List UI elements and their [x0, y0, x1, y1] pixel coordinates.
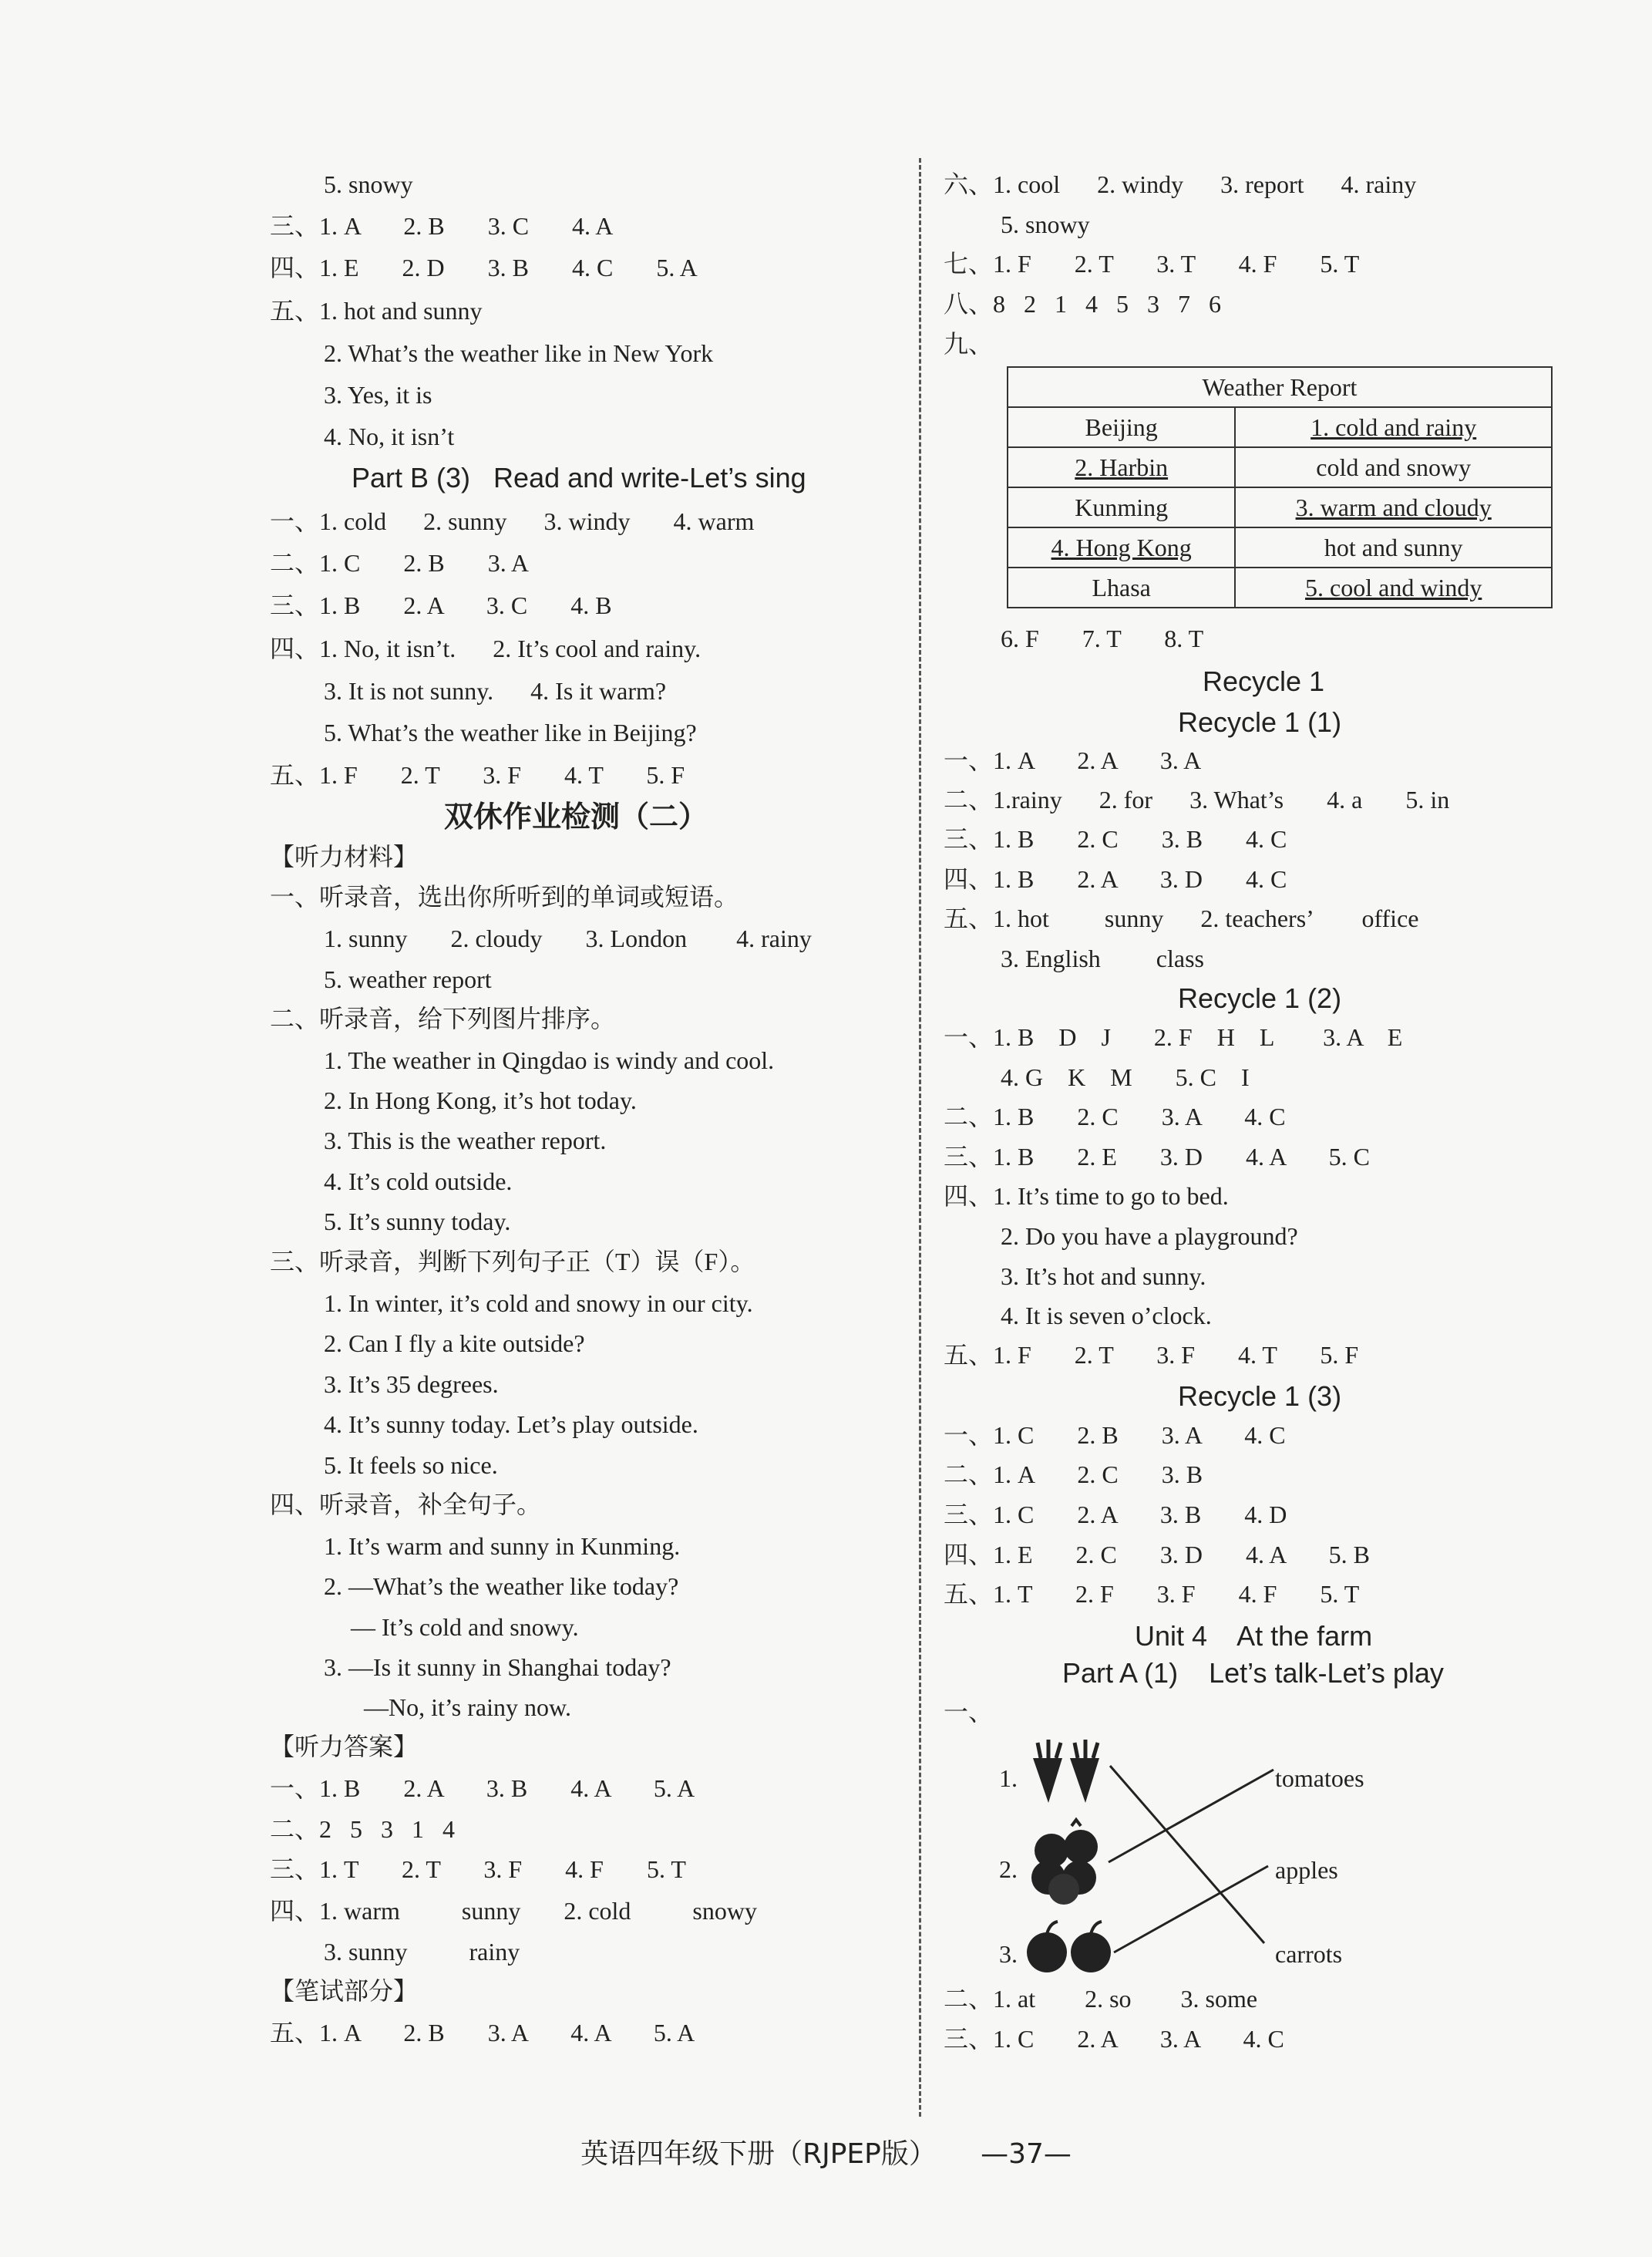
table-title: Weather Report	[1008, 367, 1552, 407]
table-cell: 2. Harbin	[1008, 447, 1235, 487]
answer-line: 三、1. T 2. T 3. F 4. F 5. T	[270, 1855, 686, 1883]
table-cell: 4. Hong Kong	[1008, 527, 1235, 568]
answer-line: 四、听录音，补全句子。	[270, 1491, 542, 1518]
answer-line: 5. snowy	[324, 170, 413, 198]
carrot-icon	[1070, 1740, 1099, 1803]
answer-line: 4. It’s sunny today. Let’s play outside.	[324, 1410, 698, 1438]
answer-line: 一、听录音，选出你所听到的单词或短语。	[270, 883, 739, 911]
answer-line: 二、1. C 2. B 3. A	[270, 549, 530, 577]
answer-line: 三、1. B 2. E 3. D 4. A 5. C	[944, 1143, 1370, 1171]
answer-line: 五、1. A 2. B 3. A 4. A 5. A	[270, 2019, 695, 2046]
match-line	[1109, 1770, 1273, 1862]
section-heading: Recycle 1 (1)	[1178, 706, 1342, 738]
table-cell: Kunming	[1008, 487, 1235, 527]
answer-line: 三、1. C 2. A 3. A 4. C	[944, 2025, 1284, 2053]
tomato-icon	[1031, 1820, 1098, 1905]
answer-line: 3. Yes, it is	[324, 381, 432, 409]
table-row	[1008, 487, 1552, 527]
section-heading: Recycle 1	[1203, 665, 1325, 697]
match-line	[1110, 1766, 1264, 1943]
column-divider	[919, 158, 921, 2117]
answer-line: 3. It is not sunny. 4. Is it warm?	[324, 677, 667, 705]
answer-line: 5. It feels so nice.	[324, 1451, 498, 1479]
answer-line: 五、1. F 2. T 3. F 4. T 5. F	[944, 1341, 1359, 1369]
answer-line: 1. The weather in Qingdao is windy and cool.	[324, 1046, 775, 1074]
answer-line: 5. snowy	[1001, 211, 1090, 238]
answer-line: 五、1. T 2. F 3. F 4. F 5. T	[944, 1580, 1360, 1608]
answer-line: 三、1. A 2. B 3. C 4. A	[270, 212, 614, 240]
answer-line: 1. In winter, it’s cold and snowy in our city.	[324, 1289, 753, 1317]
answer-line: 五、1. hot sunny 2. teachers’ office	[944, 904, 1419, 932]
table-row	[1008, 447, 1552, 487]
answer-line: 一、1. cold 2. sunny 3. windy 4. warm	[270, 507, 755, 535]
answer-line: 4. It is seven o’clock.	[1001, 1302, 1212, 1329]
answer-line: 七、1. F 2. T 3. T 4. F 5. T	[944, 250, 1360, 278]
answer-line: 1. It’s warm and sunny in Kunming.	[324, 1532, 681, 1560]
match-number: 2.	[999, 1855, 1018, 1883]
answer-line: 三、1. C 2. A 3. B 4. D	[944, 1501, 1287, 1528]
answer-line: 二、1.rainy 2. for 3. What’s 4. a 5. in	[944, 786, 1450, 814]
answer-line: 2. Do you have a playground?	[1001, 1222, 1298, 1250]
answer-line: 3. It’s 35 degrees.	[324, 1370, 499, 1398]
answer-line: 一、1. A 2. A 3. A	[944, 746, 1202, 774]
answer-line: 八、8 2 1 4 5 3 7 6	[944, 290, 1222, 318]
answer-line: 【笔试部分】	[270, 1977, 419, 2005]
answer-line: 三、1. B 2. A 3. C 4. B	[270, 591, 612, 619]
carrot-icon	[1033, 1740, 1062, 1803]
section-heading: Part B (3) Read and write-Let’s sing	[352, 462, 806, 494]
answer-line: 二、1. B 2. C 3. A 4. C	[944, 1103, 1286, 1130]
table-cell: 1. cold and rainy	[1235, 407, 1552, 447]
answer-line: 2. Can I fly a kite outside?	[324, 1329, 585, 1357]
answer-line: 4. No, it isn’t	[324, 423, 455, 450]
answer-line: 一、	[944, 1698, 994, 1726]
match-word: tomatoes	[1275, 1764, 1364, 1792]
match-number: 1.	[999, 1764, 1018, 1792]
answer-line: 四、1. No, it isn’t. 2. It’s cool and rainy.	[270, 635, 702, 662]
table-cell: Beijing	[1008, 407, 1235, 447]
answer-line: 二、听录音，给下列图片排序。	[270, 1005, 616, 1032]
answer-line: 6. F 7. T 8. T	[1001, 625, 1204, 652]
answer-line: 一、1. B 2. A 3. B 4. A 5. A	[270, 1774, 695, 1802]
answer-line: 四、1. B 2. A 3. D 4. C	[944, 865, 1287, 893]
answer-line: 四、1. E 2. D 3. B 4. C 5. A	[270, 254, 698, 281]
table-cell: 5. cool and windy	[1235, 568, 1552, 608]
match-drawing	[1018, 1735, 1280, 1989]
match-line	[1114, 1866, 1268, 1952]
match-word: apples	[1275, 1856, 1338, 1884]
answer-line: 5. What’s the weather like in Beijing?	[324, 719, 697, 746]
page-number: —37—	[981, 2138, 1072, 2170]
answer-line: 四、1. It’s time to go to bed.	[944, 1182, 1229, 1210]
answer-line: 5. weather report	[324, 965, 492, 993]
answer-line: 3. —Is it sunny in Shanghai today?	[324, 1653, 671, 1681]
answer-line: 【听力材料】	[270, 843, 419, 871]
match-word: carrots	[1275, 1940, 1343, 1968]
answer-line: 九、	[944, 330, 994, 358]
answer-line: 一、1. B D J 2. F H L 3. A E	[944, 1023, 1403, 1051]
footer-title: 英语四年级下册（RJPEP版）	[580, 2138, 937, 2170]
answer-line: 3. This is the weather report.	[324, 1127, 607, 1154]
answer-line: 一、1. C 2. B 3. A 4. C	[944, 1421, 1286, 1449]
page-footer	[0, 2132, 1652, 2171]
section-heading: Recycle 1 (2)	[1178, 982, 1342, 1014]
answer-line: — It’s cold and snowy.	[351, 1613, 579, 1641]
answer-line: 1. sunny 2. cloudy 3. London 4. rainy	[324, 925, 812, 952]
answer-line: 四、1. E 2. C 3. D 4. A 5. B	[944, 1541, 1370, 1568]
section-heading: Part A (1) Let’s talk-Let’s play	[1062, 1657, 1444, 1689]
answer-line: 2. In Hong Kong, it’s hot today.	[324, 1086, 637, 1114]
answer-line: 2. What’s the weather like in New York	[324, 339, 714, 367]
table-row	[1008, 568, 1552, 608]
answer-line: 五、1. hot and sunny	[270, 297, 483, 325]
weather-report-table	[1007, 366, 1553, 608]
answer-line: 三、1. B 2. C 3. B 4. C	[944, 825, 1287, 853]
table-cell: cold and snowy	[1235, 447, 1552, 487]
answer-line: 3. English class	[1001, 945, 1204, 972]
answer-line: 3. It’s hot and sunny.	[1001, 1262, 1206, 1290]
section-heading: Unit 4 At the farm	[1135, 1620, 1373, 1652]
answer-line: 4. G K M 5. C I	[1001, 1063, 1250, 1091]
answer-line: —No, it’s rainy now.	[364, 1693, 572, 1721]
answer-line: 二、1. A 2. C 3. B	[944, 1460, 1203, 1488]
answer-line: 4. It’s cold outside.	[324, 1167, 513, 1195]
answer-line: 【听力答案】	[270, 1733, 419, 1760]
table-cell: hot and sunny	[1235, 527, 1552, 568]
section-heading: 双休作业检测（二）	[444, 800, 708, 834]
answer-line: 5. It’s sunny today.	[324, 1208, 511, 1235]
answer-line: 三、听录音，判断下列句子正（T）误（F）。	[270, 1248, 755, 1275]
table-row	[1008, 407, 1552, 447]
answer-line: 2. —What’s the weather like today?	[324, 1572, 679, 1600]
answer-line: 3. sunny rainy	[324, 1938, 520, 1966]
answer-line: 二、1. at 2. so 3. some	[944, 1985, 1258, 2013]
table-cell: 3. warm and cloudy	[1235, 487, 1552, 527]
answer-line: 六、1. cool 2. windy 3. report 4. rainy	[944, 170, 1417, 198]
answer-line: 二、2 5 3 1 4	[270, 1815, 456, 1843]
apple-icon	[1027, 1922, 1067, 1972]
answer-line: 四、1. warm sunny 2. cold snowy	[270, 1897, 757, 1925]
answer-line: 五、1. F 2. T 3. F 4. T 5. F	[270, 761, 685, 789]
section-heading: Recycle 1 (3)	[1178, 1380, 1342, 1412]
match-number: 3.	[999, 1940, 1018, 1968]
table-row	[1008, 527, 1552, 568]
apple-icon	[1071, 1922, 1111, 1972]
table-cell: Lhasa	[1008, 568, 1235, 608]
